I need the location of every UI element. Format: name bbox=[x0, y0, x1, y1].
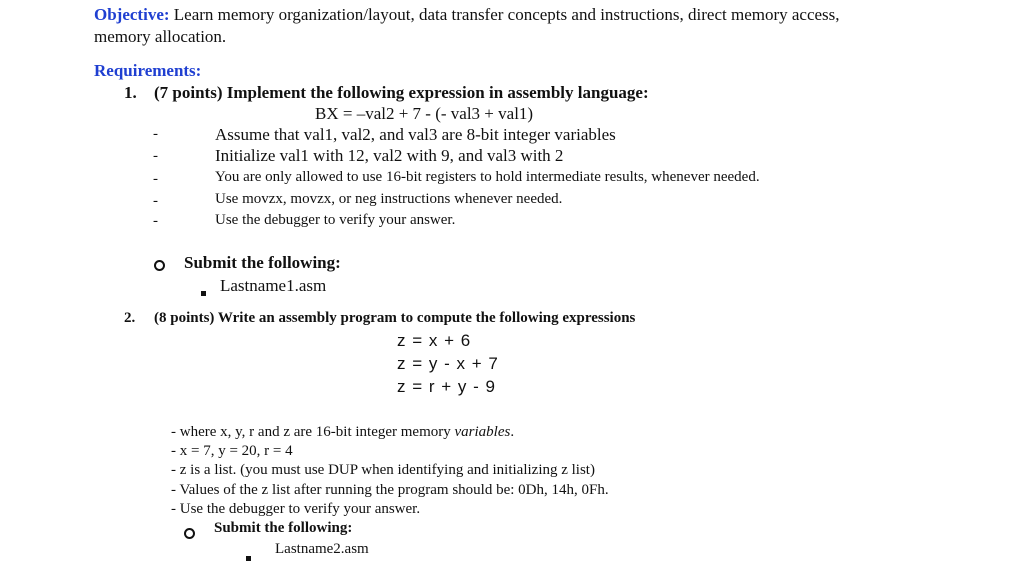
dash-marker: - bbox=[153, 213, 158, 229]
q2-expression: z = y - x + 7 bbox=[397, 354, 499, 373]
dash-marker: - bbox=[153, 171, 158, 187]
dash-marker: - bbox=[153, 148, 158, 164]
objective-text-2: memory allocation. bbox=[94, 27, 227, 46]
variables-emphasis: variables bbox=[454, 424, 511, 440]
q1-bullet: Initialize val1 with 12, val2 with 9, and val3 with 2 bbox=[215, 146, 564, 165]
q1-title: (7 points) Implement the following expression in assembly language: bbox=[154, 83, 649, 102]
requirements-label: Requirements: bbox=[94, 61, 202, 80]
q1-bullet: Use the debugger to verify your answer. bbox=[215, 212, 456, 228]
circle-bullet-icon bbox=[154, 258, 165, 276]
dash-marker: - bbox=[153, 193, 158, 209]
q2-file: Lastname2.asm bbox=[275, 541, 369, 557]
q2-submit-label: Submit the following: bbox=[214, 520, 353, 536]
q1-expression: BX = –val2 + 7 - (- val3 + val1) bbox=[315, 104, 534, 123]
q2-bullet: - Values of the z list after running the program should be: 0Dh, 14h, 0Fh. bbox=[171, 482, 609, 498]
q2-bullet: - x = 7, y = 20, r = 4 bbox=[171, 443, 293, 459]
q2-bullet: - Use the debugger to verify your answer. bbox=[171, 501, 421, 517]
circle-bullet-icon bbox=[184, 526, 195, 544]
q1-number: 1. bbox=[124, 83, 137, 102]
q1-bullet: You are only allowed to use 16-bit registers to hold intermediate results, whenever needed. bbox=[215, 169, 760, 185]
q1-submit-label: Submit the following: bbox=[184, 253, 341, 272]
q2-expression: z = r + y - 9 bbox=[397, 377, 496, 396]
q1-file: Lastname1.asm bbox=[220, 276, 327, 295]
square-bullet-icon bbox=[201, 283, 206, 301]
q2-title: (8 points) Write an assembly program to compute the following expressions bbox=[154, 310, 636, 326]
objective-line-1 bbox=[94, 5, 840, 25]
dash-marker: - bbox=[153, 126, 158, 142]
q1-bullet: Use movzx, movzx, or neg instructions whenever needed. bbox=[215, 191, 563, 207]
q2-number: 2. bbox=[124, 310, 136, 326]
objective-text-1: Learn memory organization/layout, data transfer concepts and instructions, direct memory access, bbox=[173, 5, 840, 24]
q2-expression: z = x + 6 bbox=[397, 331, 472, 350]
q1-bullet: Assume that val1, val2, and val3 are 8-bit integer variables bbox=[215, 125, 616, 144]
square-bullet-icon bbox=[246, 548, 251, 566]
q2-bullet: - z is a list. (you must use DUP when identifying and initializing z list) bbox=[171, 462, 595, 478]
q2-bullet: - where x, y, r and z are 16-bit integer memory variables. bbox=[171, 424, 515, 440]
objective-label: Objective: bbox=[94, 5, 170, 24]
